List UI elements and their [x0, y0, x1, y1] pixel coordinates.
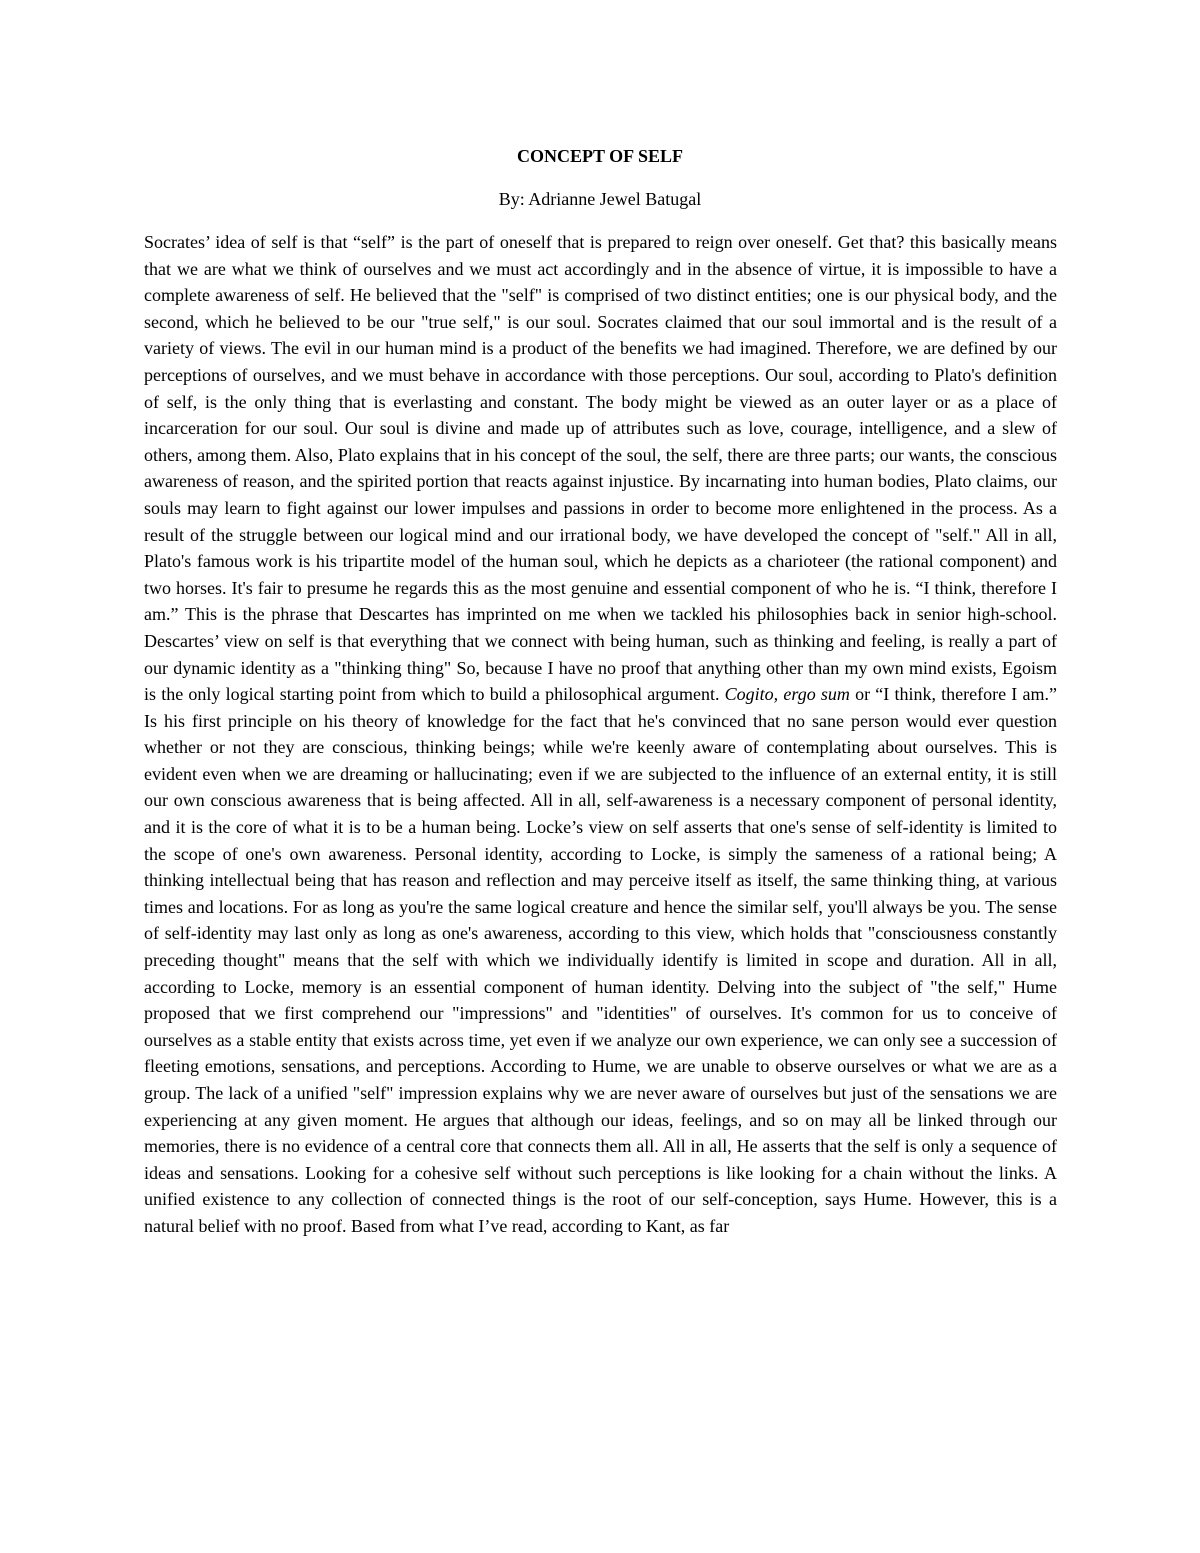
body-paragraph: [144, 229, 1057, 1240]
body-text-part-1: Socrates’ idea of self is that “self” is the part of oneself that is prepared to reign over oneself. Get that? this basically means that we are what we think of ourselves and we must act accordingly and in the absence of virtue, it is impossible to have a complete awareness of self. He believed that the "self" is comprised of two distinct entities; one is our physical body, and the second, which he believed to be our "true self," is our soul. Socrates claimed that our soul immortal and is the result of a variety of views. The evil in our human mind is a product of the benefits we had imagined. Therefore, we are defined by our perceptions of ourselves, and we must behave in accordance with those perceptions. Our soul, according to Plato's definition of self, is the only thing that is everlasting and constant. The body might be viewed as an outer layer or as a place of incarceration for our soul. Our soul is divine and made up of attributes such as love, courage, intelligence, and a slew of others, among them. Also, Plato explains that in his concept of the soul, the self, there are three parts; our wants, the conscious awareness of reason, and the spirited portion that reacts against injustice. By incarnating into human bodies, Plato claims, our souls may learn to fight against our lower impulses and passions in order to become more enlightened in the process. As a result of the struggle between our logical mind and our irrational body, we have developed the concept of "self." All in all, Plato's famous work is his tripartite model of the human soul, which he depicts as a charioteer (the rational component) and two horses. It's fair to presume he regards this as the most genuine and essential component of who he is. “I think, therefore I am.” This is the phrase that Descartes has imprinted on me when we tackled his philosophies back in senior high-school. Descartes’ view on self is that everything that we connect with being human, such as thinking and feeling, is really a part of our dynamic identity as a "thinking thing" So, because I have no proof that anything other than my own mind exists, Egoism is the only logical starting point from which to build a philosophical argument.: [144, 232, 1057, 705]
body-text-italic-phrase: Cogito, ergo sum: [724, 684, 850, 705]
author-byline: By: Adrianne Jewel Batugal: [498, 189, 702, 209]
document-title: CONCEPT OF SELF: [516, 146, 684, 166]
body-text-part-2: or “I think, therefore I am.” Is his first principle on his theory of knowledge for the fact that he's convinced that no sane person would ever question whether or not they are conscious, thinking beings; while we're keenly aware of contemplating about ourselves. This is evident even when we are dreaming or hallucinating; even if we are subjected to the influence of an external entity, it is still our own conscious awareness that is being affected. All in all, self-awareness is a necessary component of personal identity, and it is the core of what it is to be a human being. Locke’s view on self asserts that one's sense of self-identity is limited to the scope of one's own awareness. Personal identity, according to Locke, is simply the sameness of a rational being; A thinking intellectual being that has reason and reflection and may perceive itself as itself, the same thinking thing, at various times and locations. For as long as you're the same logical creature and hence the similar self, you'll always be you. The sense of self-identity may last only as long as one's awareness, according to this view, which holds that "consciousness constantly preceding thought" means that the self with which we individually identify is limited in scope and duration. All in all, according to Locke, memory is an essential component of human identity. Delving into the subject of "the self," Hume proposed that we first comprehend our "impressions" and "identities" of ourselves. It's common for us to conceive of ourselves as a stable entity that exists across time, yet even if we analyze our own experience, we can only see a succession of fleeting emotions, sensations, and perceptions. According to Hume, we are unable to observe ourselves or what we are as a group. The lack of a unified "self" impression explains why we are never aware of ourselves but just of the sensations we are experiencing at any given moment. He argues that although our ideas, feelings, and so on may all be linked through our memories, there is no evidence of a central core that connects them all. All in all, He asserts that the self is only a sequence of ideas and sensations. Looking for a cohesive self without such perceptions is like looking for a chain without the links. A unified existence to any collection of connected things is the root of our self-conception, says Hume. However, this is a natural belief with no proof. Based from what I’ve read, according to Kant, as far: [144, 684, 1057, 1236]
